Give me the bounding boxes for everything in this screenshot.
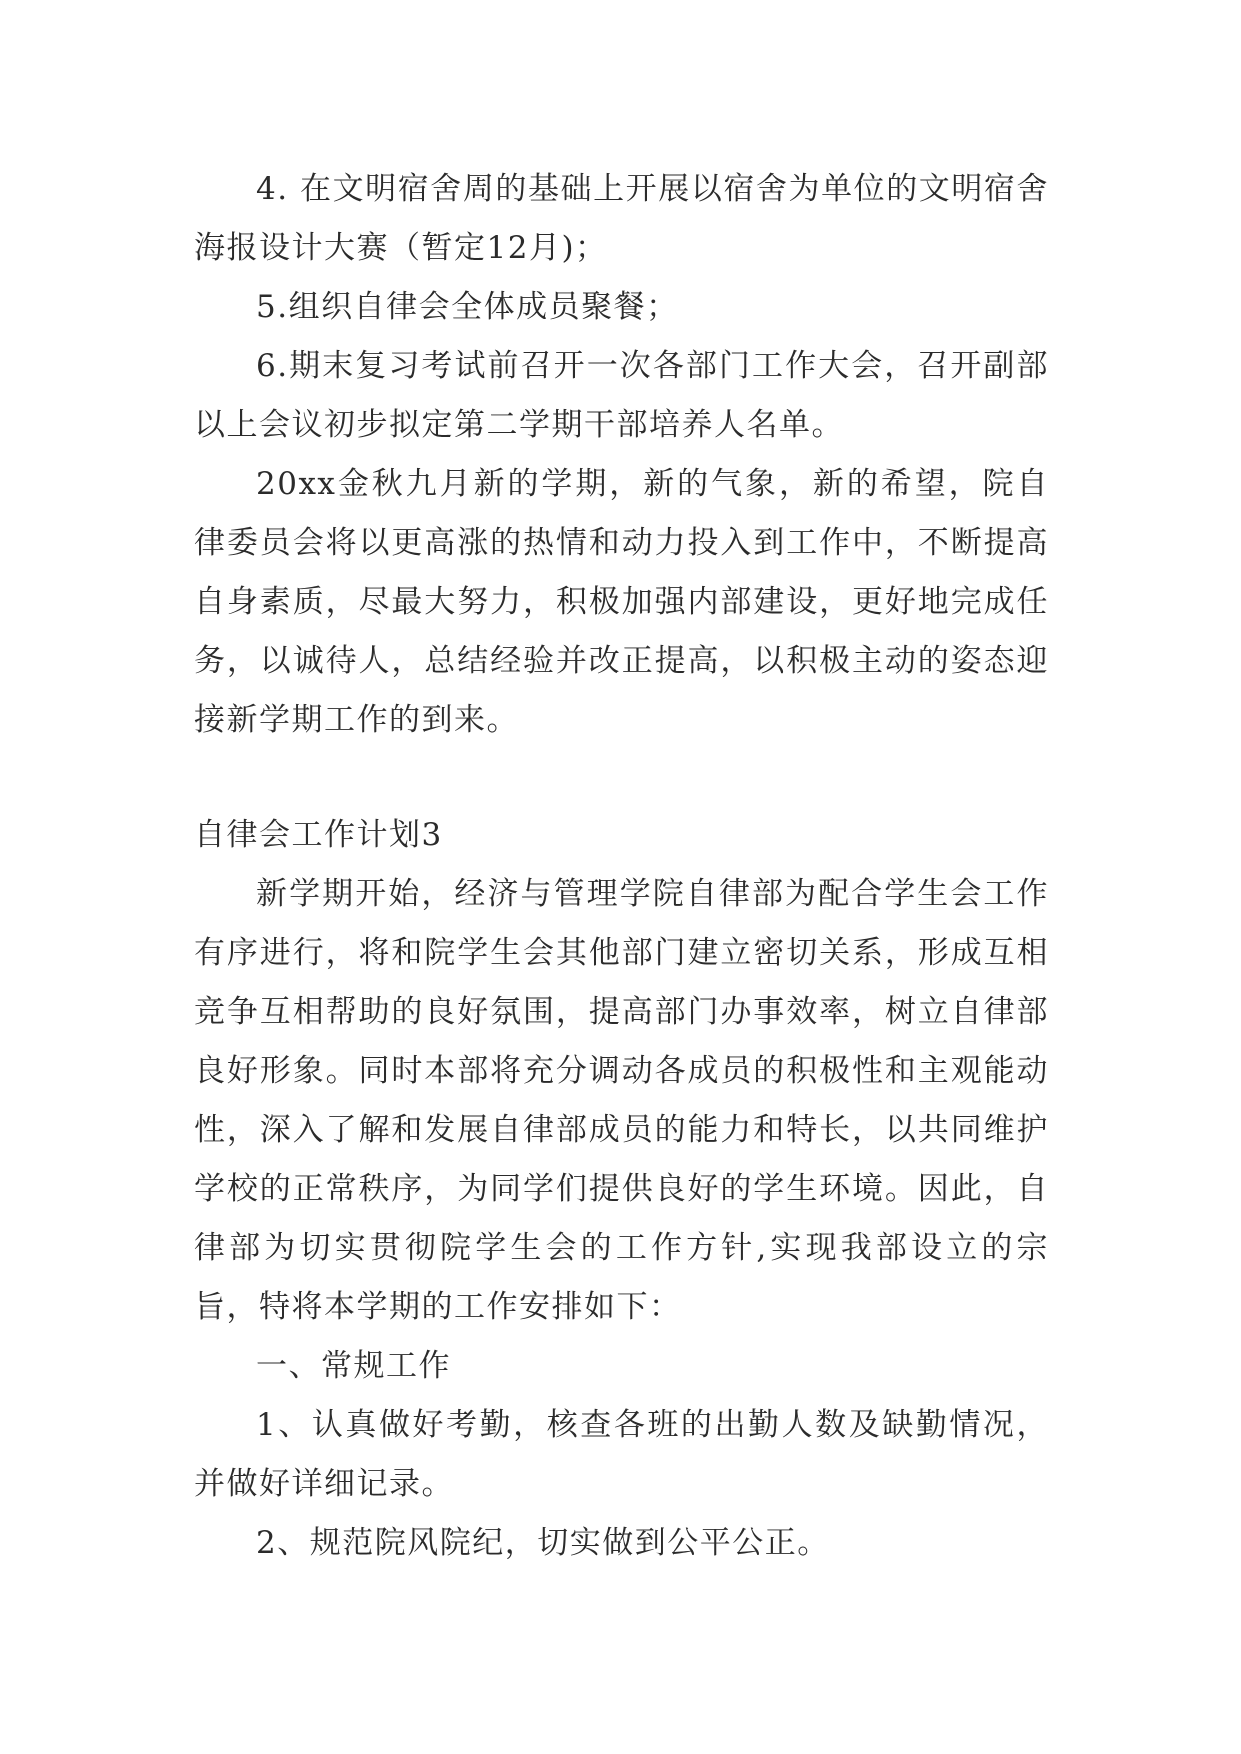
- section-title: 自律会工作计划3: [194, 817, 443, 853]
- paragraph-item-1: 1、认真做好考勤，核查各班的出勤人数及缺勤情况，并做好详细记录。: [194, 1407, 1049, 1502]
- paragraph-summary: 20xx金秋九月新的学期，新的气象，新的希望，院自律委员会将以更高涨的热情和动力投入到工作中，不断提高自身素质，尽最大努力，积极加强内部建设，更好地完成任务，以诚待人，总结经验并改正提高，以积极主动的姿态迎接新学期工作的到来。: [194, 466, 1049, 738]
- paragraph-item-2: 2、规范院风院纪，切实做到公平公正。: [256, 1525, 830, 1561]
- subheading-routine-work: 一、常规工作: [256, 1348, 451, 1384]
- paragraph-intro: 新学期开始，经济与管理学院自律部为配合学生会工作有序进行，将和院学生会其他部门建立密切关系，形成互相竞争互相帮助的良好氛围，提高部门办事效率，树立自律部良好形象。同时本部将充分调动各成员的积极性和主观能动性，深入了解和发展自律部成员的能力和特长，以共同维护学校的正常秩序，为同学们提供良好的学生环境。因此，自律部为切实贯彻院学生会的工作方针,实现我部设立的宗旨，特将本学期的工作安排如下：: [194, 876, 1049, 1325]
- paragraph-item-4: 4. 在文明宿舍周的基础上开展以宿舍为单位的文明宿舍海报设计大赛（暂定12月)；: [194, 171, 1049, 266]
- paragraph-item-5: 5.组织自律会全体成员聚餐；: [256, 289, 679, 325]
- document-body: [194, 160, 1049, 1573]
- paragraph-item-6: 6.期末复习考试前召开一次各部门工作大会，召开副部以上会议初步拟定第二学期干部培养人名单。: [194, 348, 1049, 443]
